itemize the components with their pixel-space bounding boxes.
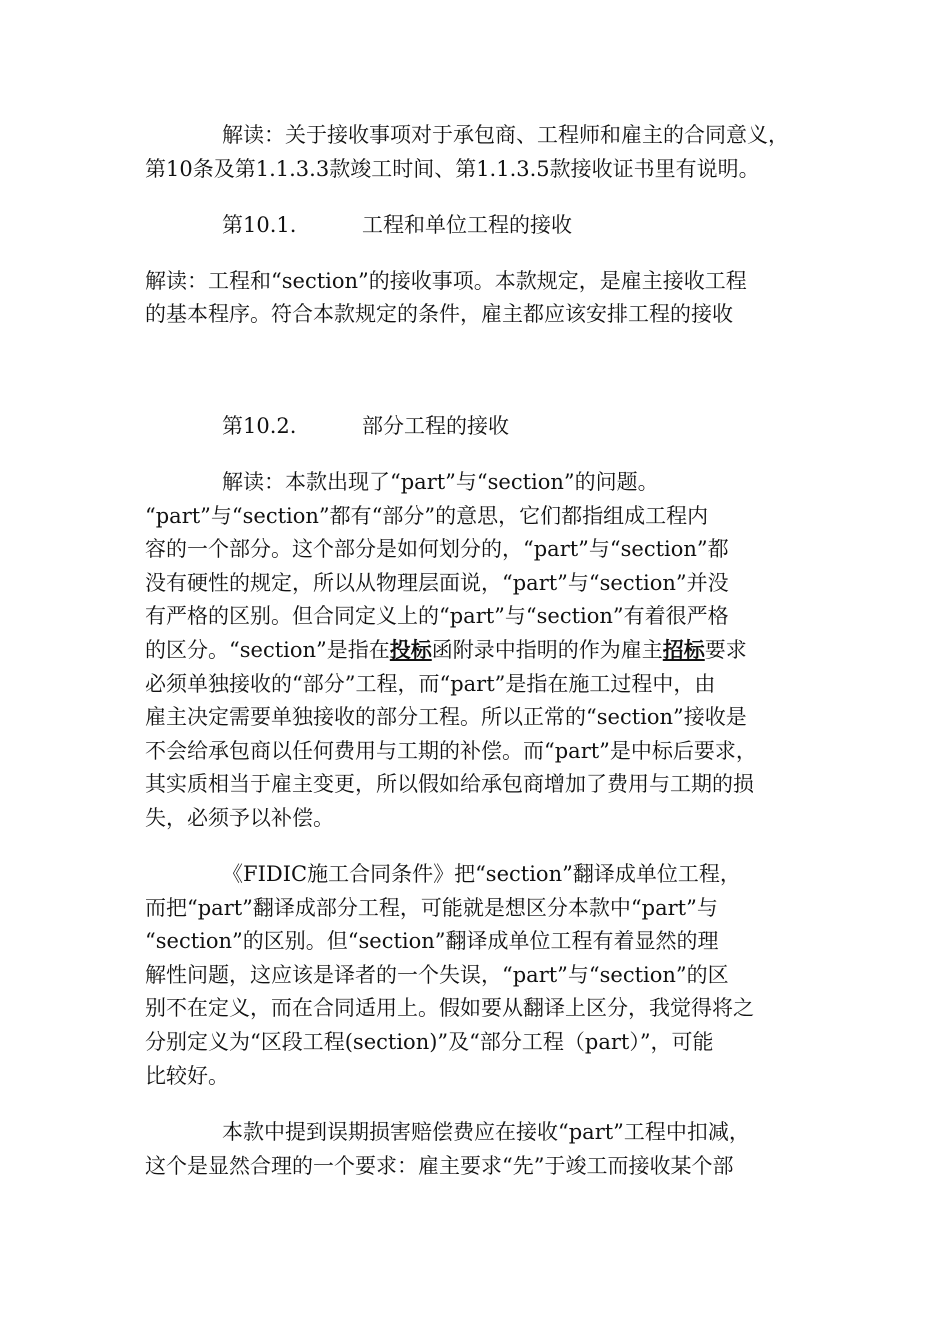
p1-line-11: 失，必须予以补偿。: [145, 806, 334, 830]
clause-10-1-para-line-1: 解读：工程和“section”的接收事项。本款规定，是雇主接收工程: [145, 269, 747, 293]
p1-line-5: 有严格的区别。但合同定义上的“part”与“section”有着很严格: [145, 604, 729, 628]
p2-line-6: 分别定义为“区段工程(section)”及“部分工程（part）”，可能: [145, 1030, 714, 1054]
p2-line-2: 而把“part”翻译成部分工程，可能就是想区分本款中“part”与: [145, 896, 718, 920]
p1-line-7: 必须单独接收的“部分”工程，而“part”是指在施工过程中，由: [145, 672, 716, 696]
p1-line-10: 其实质相当于雇主变更，所以假如给承包商增加了费用与工期的损: [145, 772, 754, 796]
p1-line-9: 不会给承包商以任何费用与工期的补偿。而“part”是中标后要求，: [145, 739, 757, 763]
clause-10-1-number: 第10.1.: [222, 213, 297, 237]
intro-line-2: 第10条及第1.1.3.3款竣工时间、第1.1.3.5款接收证书里有说明。: [145, 157, 760, 181]
p2-line-7: 比较好。: [145, 1064, 229, 1088]
p1-line-6-text-b: 函附录中指明的作为雇主: [431, 638, 663, 662]
p1-line-3: 容的一个部分。这个部分是如何划分的，“part”与“section”都: [145, 537, 729, 561]
bid-link[interactable]: 投标: [389, 637, 432, 662]
p1-line-6: [145, 636, 815, 664]
clause-10-1-para-line-2: 的基本程序。符合本款规定的条件，雇主都应该安排工程的接收: [145, 302, 733, 326]
clause-10-2-title: 部分工程的接收: [362, 414, 509, 438]
intro-line-1: 解读：关于接收事项对于承包商、工程师和雇主的合同意义，: [222, 123, 789, 147]
p2-line-5: 别不在定义，而在合同适用上。假如要从翻译上区分，我觉得将之: [145, 996, 754, 1020]
p2-line-4: 解性问题，这应该是译者的一个失误，“part”与“section”的区: [145, 963, 729, 987]
p3-line-1: 本款中提到误期损害赔偿费应在接收“part”工程中扣减，: [222, 1120, 750, 1144]
tender-link[interactable]: 招标: [662, 637, 705, 662]
clause-10-1-title: 工程和单位工程的接收: [362, 213, 572, 237]
p3-line-2: 这个是显然合理的一个要求：雇主要求“先”于竣工而接收某个部: [145, 1154, 734, 1178]
p1-line-8: 雇主决定需要单独接收的部分工程。所以正常的“section”接收是: [145, 705, 747, 729]
p1-line-1: 解读：本款出现了“part”与“section”的问题。: [222, 470, 659, 494]
p2-line-3: “section”的区别。但“section”翻译成单位工程有着显然的理: [145, 929, 719, 953]
clause-10-2-number: 第10.2.: [222, 414, 297, 438]
p1-line-6-text-c: 要求: [704, 638, 747, 662]
p2-line-1: 《FIDIC施工合同条件》把“section”翻译成单位工程，: [222, 862, 741, 886]
p1-line-2: “part”与“section”都有“部分”的意思，它们都指组成工程内: [145, 504, 709, 528]
p1-line-6-text-a: 的区分。“section”是指在: [145, 638, 390, 662]
p1-line-4: 没有硬性的规定，所以从物理层面说，“part”与“section”并没: [145, 571, 729, 595]
